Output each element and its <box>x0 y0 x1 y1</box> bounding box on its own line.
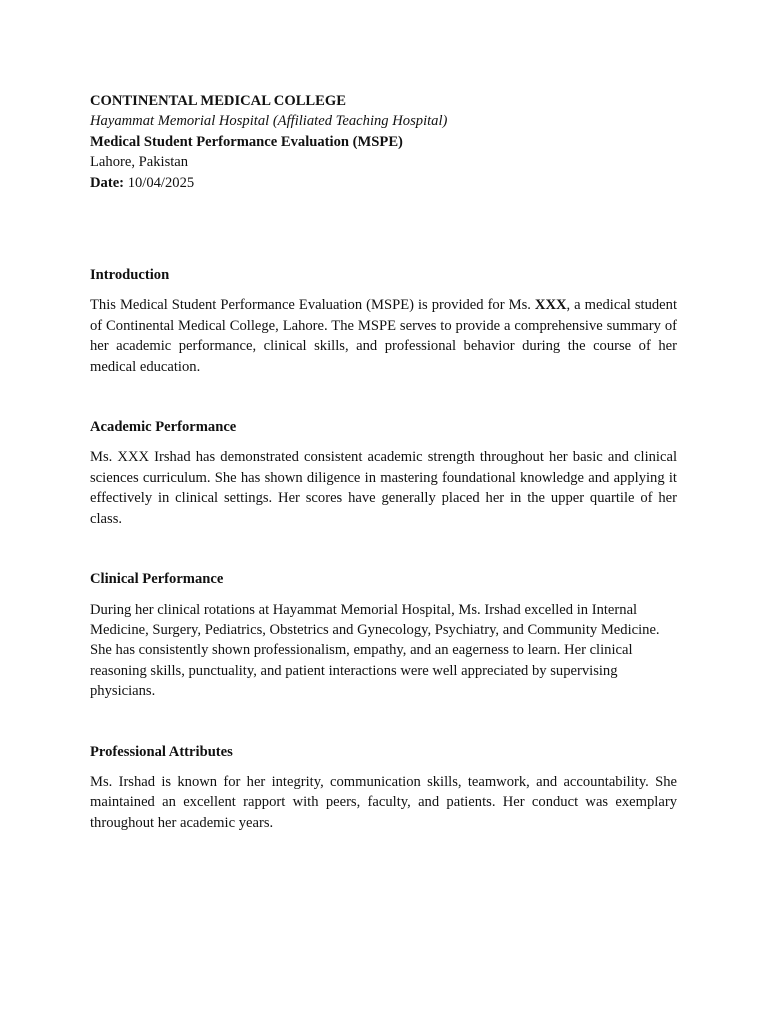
date-value: 10/04/2025 <box>124 174 195 191</box>
section-academic <box>90 417 677 529</box>
introduction-paragraph <box>90 295 677 377</box>
academic-paragraph: Ms. XXX Irshad has demonstrated consistent academic strength throughout her basic and clinical sciences curriculum. She has shown diligence in mastering foundational knowledge and applying it effectively in clinical settings. Her scores have generally placed her in the upper quartile of her class. <box>90 449 677 527</box>
section-title-professional: Professional Attributes <box>90 743 233 760</box>
section-title-academic: Academic Performance <box>90 419 237 436</box>
document-page <box>90 91 677 833</box>
letterhead <box>90 91 677 193</box>
section-title-clinical: Clinical Performance <box>90 571 224 588</box>
section-clinical <box>90 569 677 701</box>
section-introduction <box>90 265 677 377</box>
evaluation-title: Medical Student Performance Evaluation (MSPE) <box>90 133 403 150</box>
location: Lahore, Pakistan <box>90 154 189 171</box>
section-professional <box>90 742 677 834</box>
intro-text-after: , a medical student of Continental Medical College, Lahore. The MSPE serves to provide a comprehensive summary of her academic performance, clinical skills, and professional behavior during the course of her medical education. <box>90 297 678 375</box>
student-name: XXX <box>534 297 567 314</box>
date-label: Date: <box>90 174 125 191</box>
clinical-paragraph: During her clinical rotations at Hayammat Memorial Hospital, Ms. Irshad excelled in Internal Medicine, Surgery, Pediatrics, Obstetrics and Gynecology, Psychiatry, and Community Medicine. She has consistently shown professionalism, empathy, and an eagerness to learn. Her clinical reasoning skills, punctuality, and patient interactions were well appreciated by supervising physicians. <box>90 601 660 700</box>
college-name: CONTINENTAL MEDICAL COLLEGE <box>90 93 346 109</box>
intro-text-before: This Medical Student Performance Evaluation (MSPE) is provided for Ms. <box>90 297 535 314</box>
hospital-name: Hayammat Memorial Hospital (Affiliated Teaching Hospital) <box>90 113 448 130</box>
section-title-introduction: Introduction <box>90 267 170 284</box>
professional-paragraph: Ms. Irshad is known for her integrity, communication skills, teamwork, and accountability. She maintained an excellent rapport with peers, faculty, and patients. Her conduct was exemplary throughout her academic years. <box>90 773 677 831</box>
date-line <box>90 173 677 193</box>
